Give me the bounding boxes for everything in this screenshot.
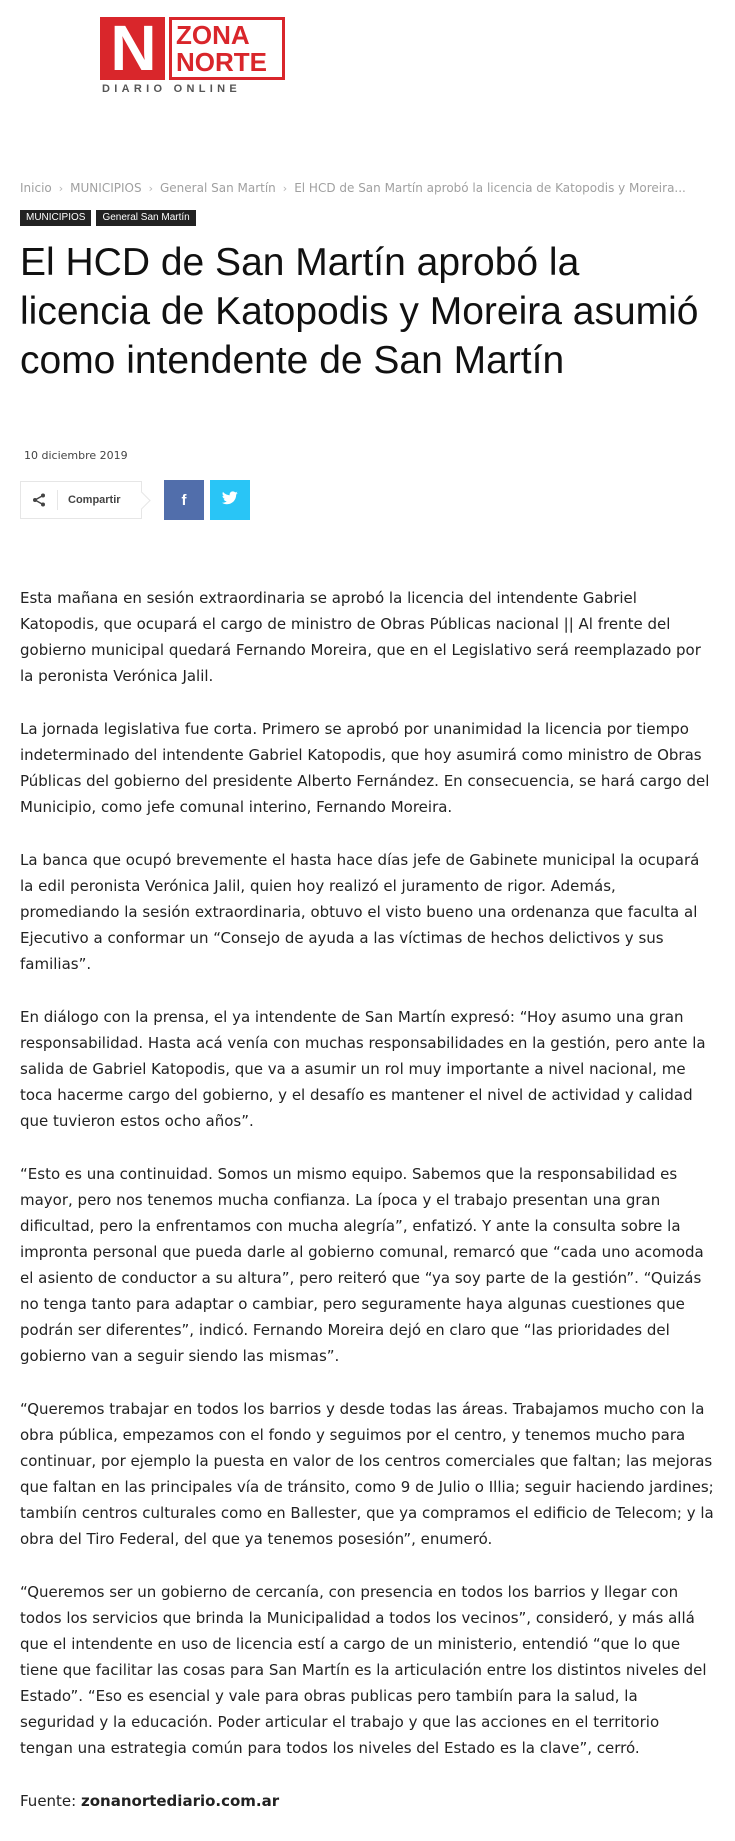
breadcrumb-separator: ›: [282, 182, 288, 195]
logo-words-box: [169, 17, 285, 80]
share-button[interactable]: [20, 481, 142, 519]
article-paragraph: “Queremos trabajar en todos los barrios y desde todas las áreas. Trabajamos mucho con la obra pública, empezamos con el fondo y seguimos por el centro, y tenemos mucho para continuar, por ejemplo la puesta en valor de los centros comerciales que faltan; las mejoras que faltan en las principales vía de tránsito, como 9 de Julio o Illia; seguir haciendo jardines; tambiín centros culturales como en Ballester, que ya compramos el edificio de Telecom; y la obra del Tiro Federal, del que ya tenemos posesión”, enumeró.: [20, 1400, 714, 1548]
share-icon: [21, 493, 57, 507]
breadcrumb-general-san-martin[interactable]: General San Martín: [160, 181, 276, 195]
breadcrumb-separator: ›: [148, 182, 153, 195]
source-link[interactable]: zonanortediario.com.ar: [81, 1792, 280, 1810]
breadcrumb: [20, 181, 686, 195]
facebook-icon: f: [181, 491, 187, 509]
article-paragraph: Esta mañana en sesión extraordinaria se aprobó la licencia del intendente Gabriel Katopodis, que ocupará el cargo de ministro de Obras Públicas nacional || Al frente del gobierno municipal quedará Fernando Moreira, que en el Legislativo será reemplazado por la peronista Verónica Jalil.: [20, 589, 701, 685]
site-header: [0, 0, 735, 160]
facebook-share-button[interactable]: [164, 480, 204, 520]
tag-general-san-martin[interactable]: General San Martín: [96, 210, 195, 226]
twitter-icon: [222, 491, 238, 509]
breadcrumb-separator: ›: [58, 182, 64, 195]
article-title: El HCD de San Martín aprobó la licencia de Katopodis y Moreira asumió como intendente de San Martín: [20, 241, 699, 382]
article-date: 10 diciembre 2019: [24, 449, 128, 462]
tag-municipios[interactable]: MUNICIPIOS: [20, 210, 91, 226]
logo-tagline: DIARIO ONLINE: [102, 83, 242, 95]
category-tags: [20, 210, 201, 226]
article-paragraph: “Queremos ser un gobierno de cercanía, con presencia en todos los barrios y llegar con todos los servicios que brinda la Municipalidad a todos los vecinos”, consideró, y más allá que el intendente en uso de licencia estí a cargo de un ministerio, entendió “que lo que tiene que facilitar las cosas para San Martín es la articulación entre los distintos niveles del Estado”. “Eso es esencial y vale para obras publicas pero tambiín para la salud, la seguridad y la educación. Poder articular el trabajo y que las acciones en el territorio tengan una estrategia común para todos los niveles del Estado es la clave”, cerró.: [20, 1583, 707, 1757]
logo-letter-n: N: [100, 17, 165, 80]
logo-word-zona: ZONA: [176, 20, 250, 50]
breadcrumb-current: El HCD de San Martín aprobó la licencia de Katopodis y Moreira...: [294, 181, 686, 195]
article-paragraph: “Esto es una continuidad. Somos un mismo equipo. Sabemos que la responsabilidad es mayor, pero nos tenemos mucha confianza. La ípoca y el trabajo presentan una gran dificultad, pero la enfrentamos con mucha alegría”, enfatizó. Y ante la consulta sobre la impronta personal que pueda darle al gobierno comunal, remarcó que “cada uno acomoda el asiento de conductor a su altura”, pero reiteró que “ya soy parte de la gestión”. “Quizás no tenga tanto para adaptar o cambiar, pero seguramente haya algunas cuestiones que podrán ser diferentes”, indicó. Fernando Moreira dejó en claro que “las prioridades del gobierno van a seguir siendo las mismas”.: [20, 1165, 704, 1365]
breadcrumb-home[interactable]: Inicio: [20, 181, 52, 195]
twitter-share-button[interactable]: [210, 480, 250, 520]
article-paragraph: La jornada legislativa fue corta. Primero se aprobó por unanimidad la licencia por tiempo indeterminado del intendente Gabriel Katopodis, que hoy asumirá como ministro de Obras Públicas del gobierno del presidente Alberto Fernández. En consecuencia, se hará cargo del Municipio, como jefe comunal interino, Fernando Moreira.: [20, 720, 710, 816]
article-body: [20, 585, 715, 1841]
share-bar: [20, 480, 250, 520]
source-label: Fuente:: [20, 1792, 77, 1810]
breadcrumb-municipios[interactable]: MUNICIPIOS: [70, 181, 142, 195]
share-label: Compartir: [68, 494, 121, 506]
logo-word-norte: NORTE: [176, 47, 267, 77]
article-source: [20, 1788, 715, 1814]
article-paragraph: En diálogo con la prensa, el ya intendente de San Martín expresó: “Hoy asumo una gran responsabilidad. Hasta acá venía con muchas responsabilidades en la gestión, pero ante la salida de Gabriel Katopodis, que va a asumir un rol muy importante a nivel nacional, me toca hacerme cargo del gobierno, y el desafío es mantener el nivel de actividad y calidad que tuvieron estos ocho años”.: [20, 1008, 706, 1130]
site-logo[interactable]: [100, 12, 285, 96]
article-paragraph: La banca que ocupó brevemente el hasta hace días jefe de Gabinete municipal la ocupará la edil peronista Verónica Jalil, quien hoy realizó el juramento de rigor. Además, promediando la sesión extraordinaria, obtuvo el visto bueno una ordenanza que faculta al Ejecutivo a conformar un “Consejo de ayuda a las víctimas de hechos delictivos y sus familias”.: [20, 851, 700, 973]
